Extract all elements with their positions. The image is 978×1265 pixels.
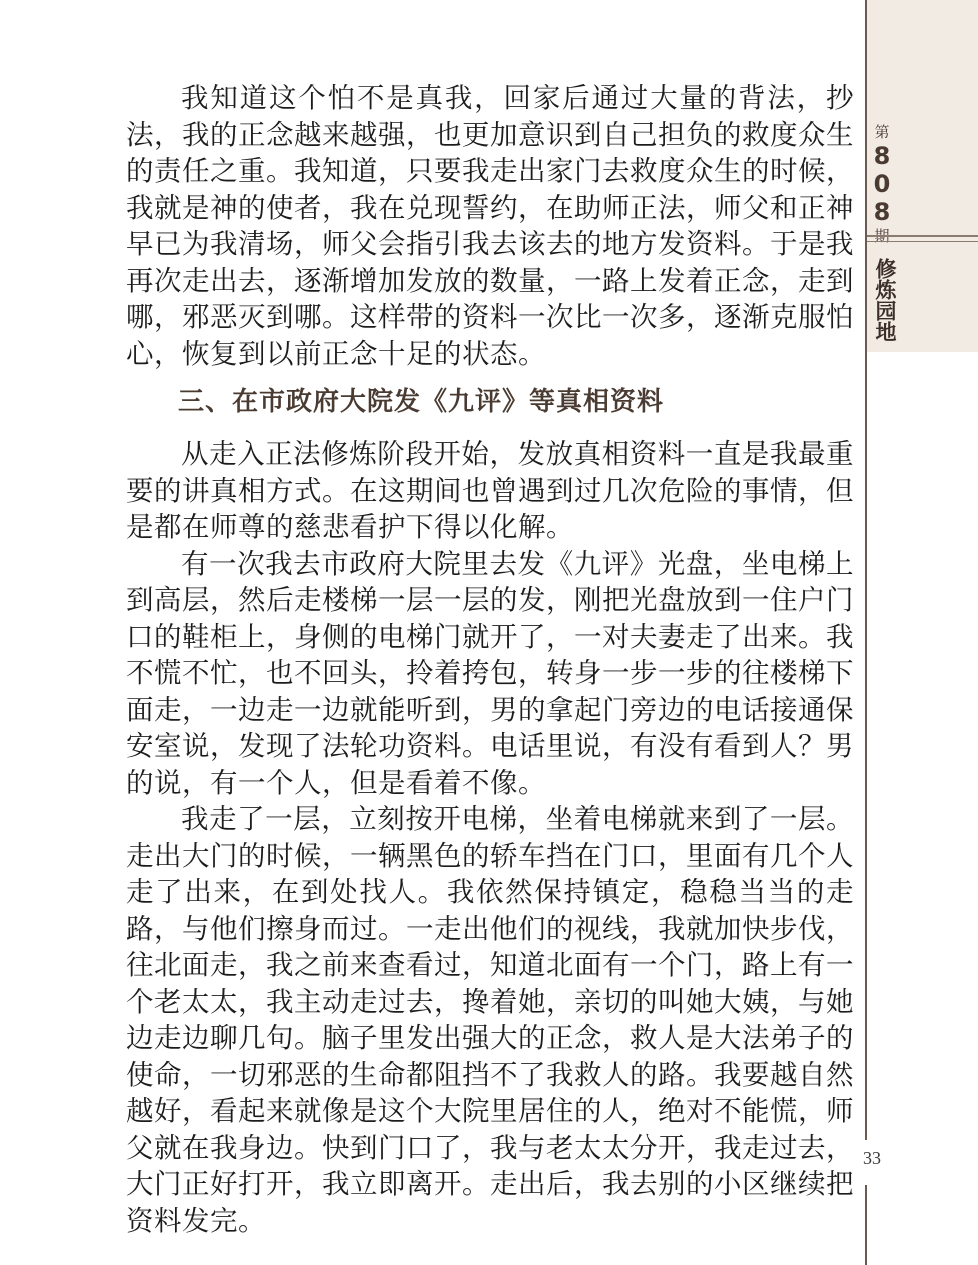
issue-label: [867, 122, 897, 246]
sidebar-rule-thin: [867, 241, 978, 242]
paragraph: 从走入正法修炼阶段开始，发放真相资料一直是我最重要的讲真相方式。在这期间也曾遇到过几次危险的事情，但是都在师尊的慈悲看护下得以化解。: [126, 438, 854, 543]
paragraph: 我走了一层，立刻按开电梯，坐着电梯就来到了一层。走出大门的时候，一辆黑色的轿车挡在门口，里面有几个人走了出来，在到处找人。我依然保持镇定，稳稳当当的走路，与他们擦身而过。一走出他们的视线，我就加快步伐，往北面走，我之前来查看过，知道北面有一个门，路上有一个老太太，我主动走过去，搀着她，亲切的叫她大姨，与她边走边聊几句。脑子里发出强大的正念，救人是大法弟子的使命，一切邪恶的生命都阻挡不了我救人的路。我要越自然越好，看起来就像是这个大院里居住的人，绝对不能慌，师父就在我身边。快到门口了，我与老太太分开，我走过去，大门正好打开，我立即离开。走出后，我去别的小区继续把资料发完。: [126, 803, 854, 1237]
paragraph: 我知道这个怕不是真我，回家后通过大量的背法，抄法，我的正念越来越强，也更加意识到自己担负的救度众生的责任之重。我知道，只要我走出家门去救度众生的时候，我就是神的使者，我在兑现誓约，在助师正法，师父和正神早已为我清场，师父会指引我去该去的地方发资料。于是我再次走出去，逐渐增加发放的数量，一路上发着正念，走到哪，邪恶灭到哪。这样带的资料一次比一次多，逐渐克服怕心，恢复到以前正念十足的状态。: [126, 82, 854, 370]
sidebar-divider-bottom: [865, 1185, 867, 1265]
column-title: 修炼园地: [873, 258, 897, 342]
page-number: 33: [863, 1148, 881, 1168]
paragraph: 有一次我去市政府大院里去发《九评》光盘，坐电梯上到高层，然后走楼梯一层一层的发，刚把光盘放到一住户门口的鞋柜上，身侧的电梯门就开了，一对夫妻走了出来。我不慌不忙，也不回头，拎着挎包，转身一步一步的往楼梯下面走，一边走一边就能听到，男的拿起门旁边的电话接通保安室说，发现了法轮功资料。电话里说，有没有看到人？男的说，有一个人，但是看着不像。: [126, 547, 854, 799]
issue-number: 808: [868, 142, 896, 226]
section-heading: 三、在市政府大院发《九评》等真相资料: [178, 387, 665, 417]
issue-prefix: 第: [874, 123, 890, 141]
article-body: [126, 80, 854, 1239]
sidebar-rule: [867, 235, 978, 237]
